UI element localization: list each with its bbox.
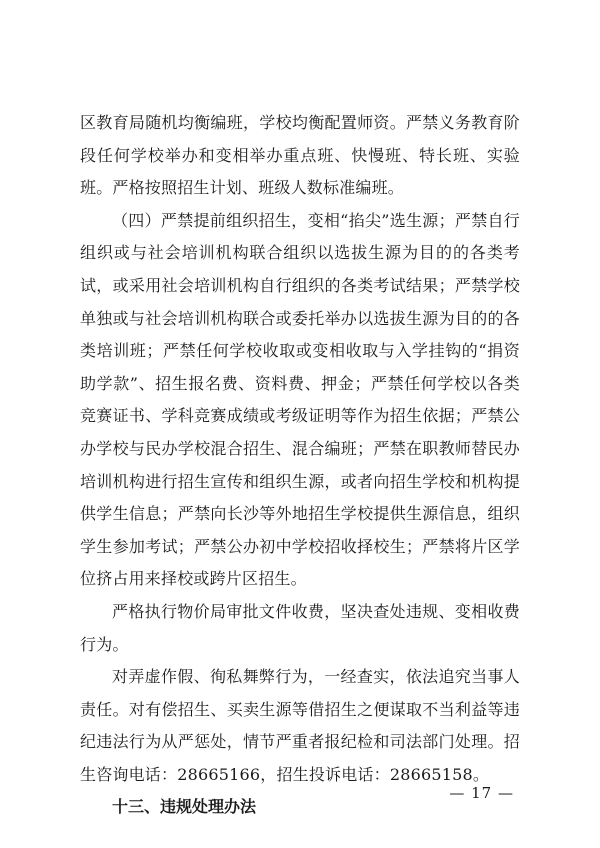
paragraph-item-4: （四）严禁提前组织招生，变相“掐尖”选生源；严禁自行组织或与社会培训机构联合组织以选拔生源为目的的各类考试，或采用社会培训机构自行组织的各类考试结果；严禁学校单独或与社会培训机构联合或委托举办以选拔生源为目的的各类培训班；严禁任何学校收取或变相收取与入学挂钩的“捐资助学款”、招生报名费、资料费、押金；严禁任何学校以各类竞赛证书、学科竞赛成绩或考级证明等作为招生依据；严禁公办学校与民办学校混合招生、混合编班；严禁在职教师替民办培训机构进行招生宣传和组织生源，或者向招生学校和机构提供学生信息；严禁向长沙等外地招生学校提供生源信息，组织学生参加考试；严禁公办初中学校招收择校生；严禁将片区学位挤占用来择校或跨片区招生。 (80, 210, 520, 589)
paragraph-accountability: 对弄虚作假、徇私舞弊行为，一经查实，依法追究当事人责任。对有偿招生、买卖生源等借招生之便谋取不当利益等违纪违法行为从严惩处，情节严重者报纪检和司法部门处理。招生咨询电话：28665166，招生投诉电话：28665158。 (80, 667, 520, 784)
page-body (80, 107, 520, 824)
page-number: — 17 — (449, 784, 514, 802)
paragraph-continuation: 区教育局随机均衡编班，学校均衡配置师资。严禁义务教育阶段任何学校举办和变相举办重点班、快慢班、特长班、实验班。严格按照招生计划、班级人数标准编班。 (80, 113, 520, 198)
paragraph-fees: 严格执行物价局审批文件收费，坚决查处违规、变相收费行为。 (80, 601, 520, 654)
section-heading: 十三、违规处理办法 (112, 797, 257, 817)
